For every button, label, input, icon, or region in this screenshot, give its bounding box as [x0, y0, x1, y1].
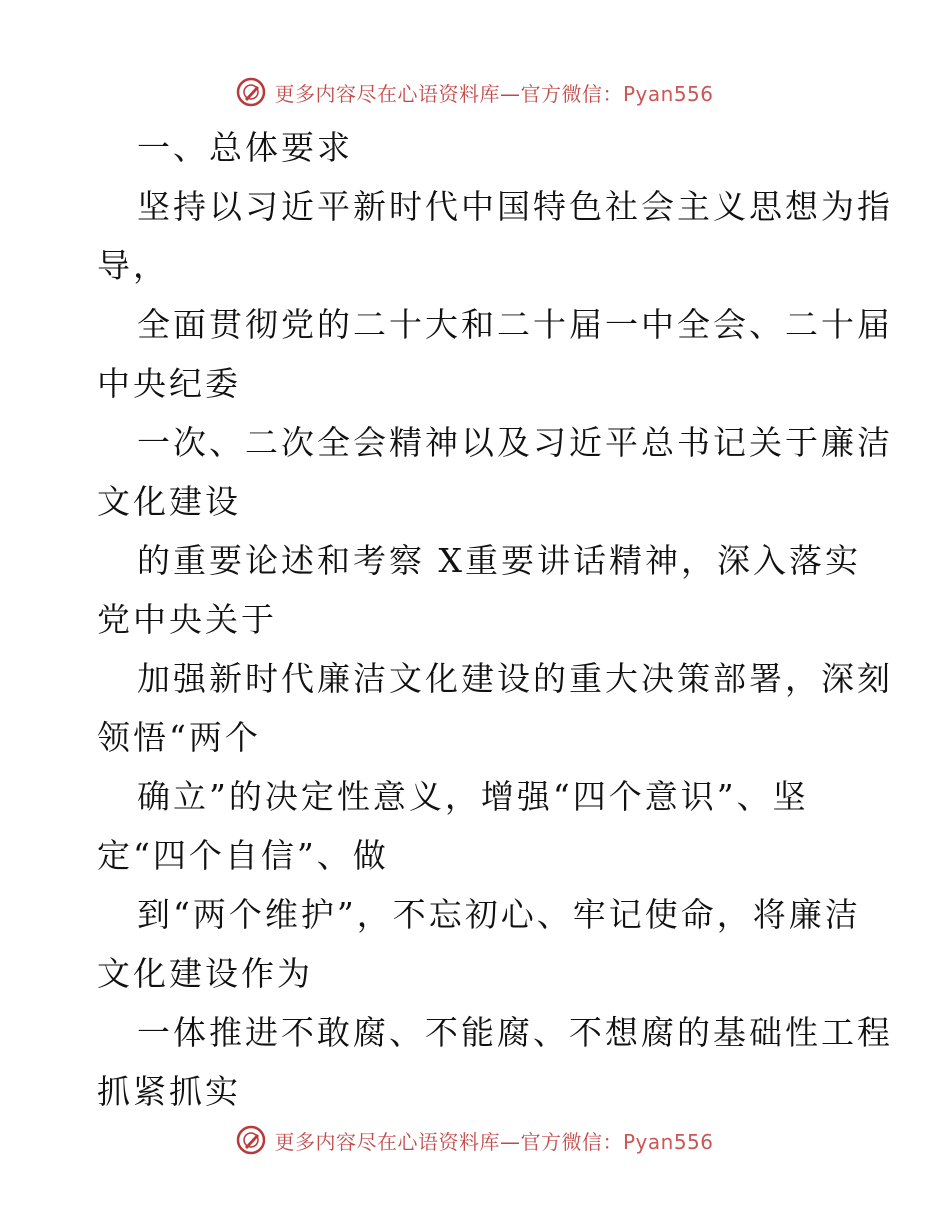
paragraph-line: 确立”的决定性意义，增强“四个意识”、坚	[137, 777, 809, 816]
watermark-header	[0, 72, 950, 112]
paragraph-line: 坚持以习近平新时代中国特色社会主义思想为指	[137, 187, 893, 226]
watermark-id: Pyan556	[622, 81, 714, 106]
paragraph-line: 的重要论述和考察 X重要讲话精神，深入落实	[137, 541, 861, 580]
paragraph-line: 定“四个自信”、做	[97, 836, 389, 875]
paragraph-line: 中央纪委	[97, 364, 241, 403]
watermark-prefix: 更多内容尽在心语资料库—官方微信：	[274, 1129, 623, 1154]
paragraph-line: 领悟“两个	[97, 718, 261, 757]
watermark-text	[274, 1126, 713, 1155]
paragraph-line: 全面贯彻党的二十大和二十届一中全会、二十届	[137, 305, 893, 344]
paragraph-line: 一次、二次全会精神以及习近平总书记关于廉洁	[137, 423, 893, 462]
document-body	[97, 118, 893, 1121]
pen-logo-icon	[236, 1125, 266, 1155]
pen-logo-icon	[236, 77, 266, 107]
paragraph-line: 到“两个维护”，不忘初心、牢记使命，将廉洁	[137, 895, 861, 934]
paragraph-line: 文化建设	[97, 482, 241, 521]
watermark-id: Pyan556	[622, 1129, 714, 1154]
watermark-footer	[0, 1120, 950, 1160]
paragraph-line: 导，	[97, 246, 169, 285]
watermark-text	[274, 78, 713, 107]
paragraph-line: 抓紧抓实	[97, 1072, 241, 1111]
paragraph-line: 文化建设作为	[97, 954, 313, 993]
watermark-prefix: 更多内容尽在心语资料库—官方微信：	[274, 81, 623, 106]
paragraph-line: 加强新时代廉洁文化建设的重大决策部署，深刻	[137, 659, 893, 698]
section-heading: 一、总体要求	[137, 128, 353, 167]
paragraph-line: 一体推进不敢腐、不能腐、不想腐的基础性工程	[137, 1013, 893, 1052]
paragraph-line: 党中央关于	[97, 600, 277, 639]
